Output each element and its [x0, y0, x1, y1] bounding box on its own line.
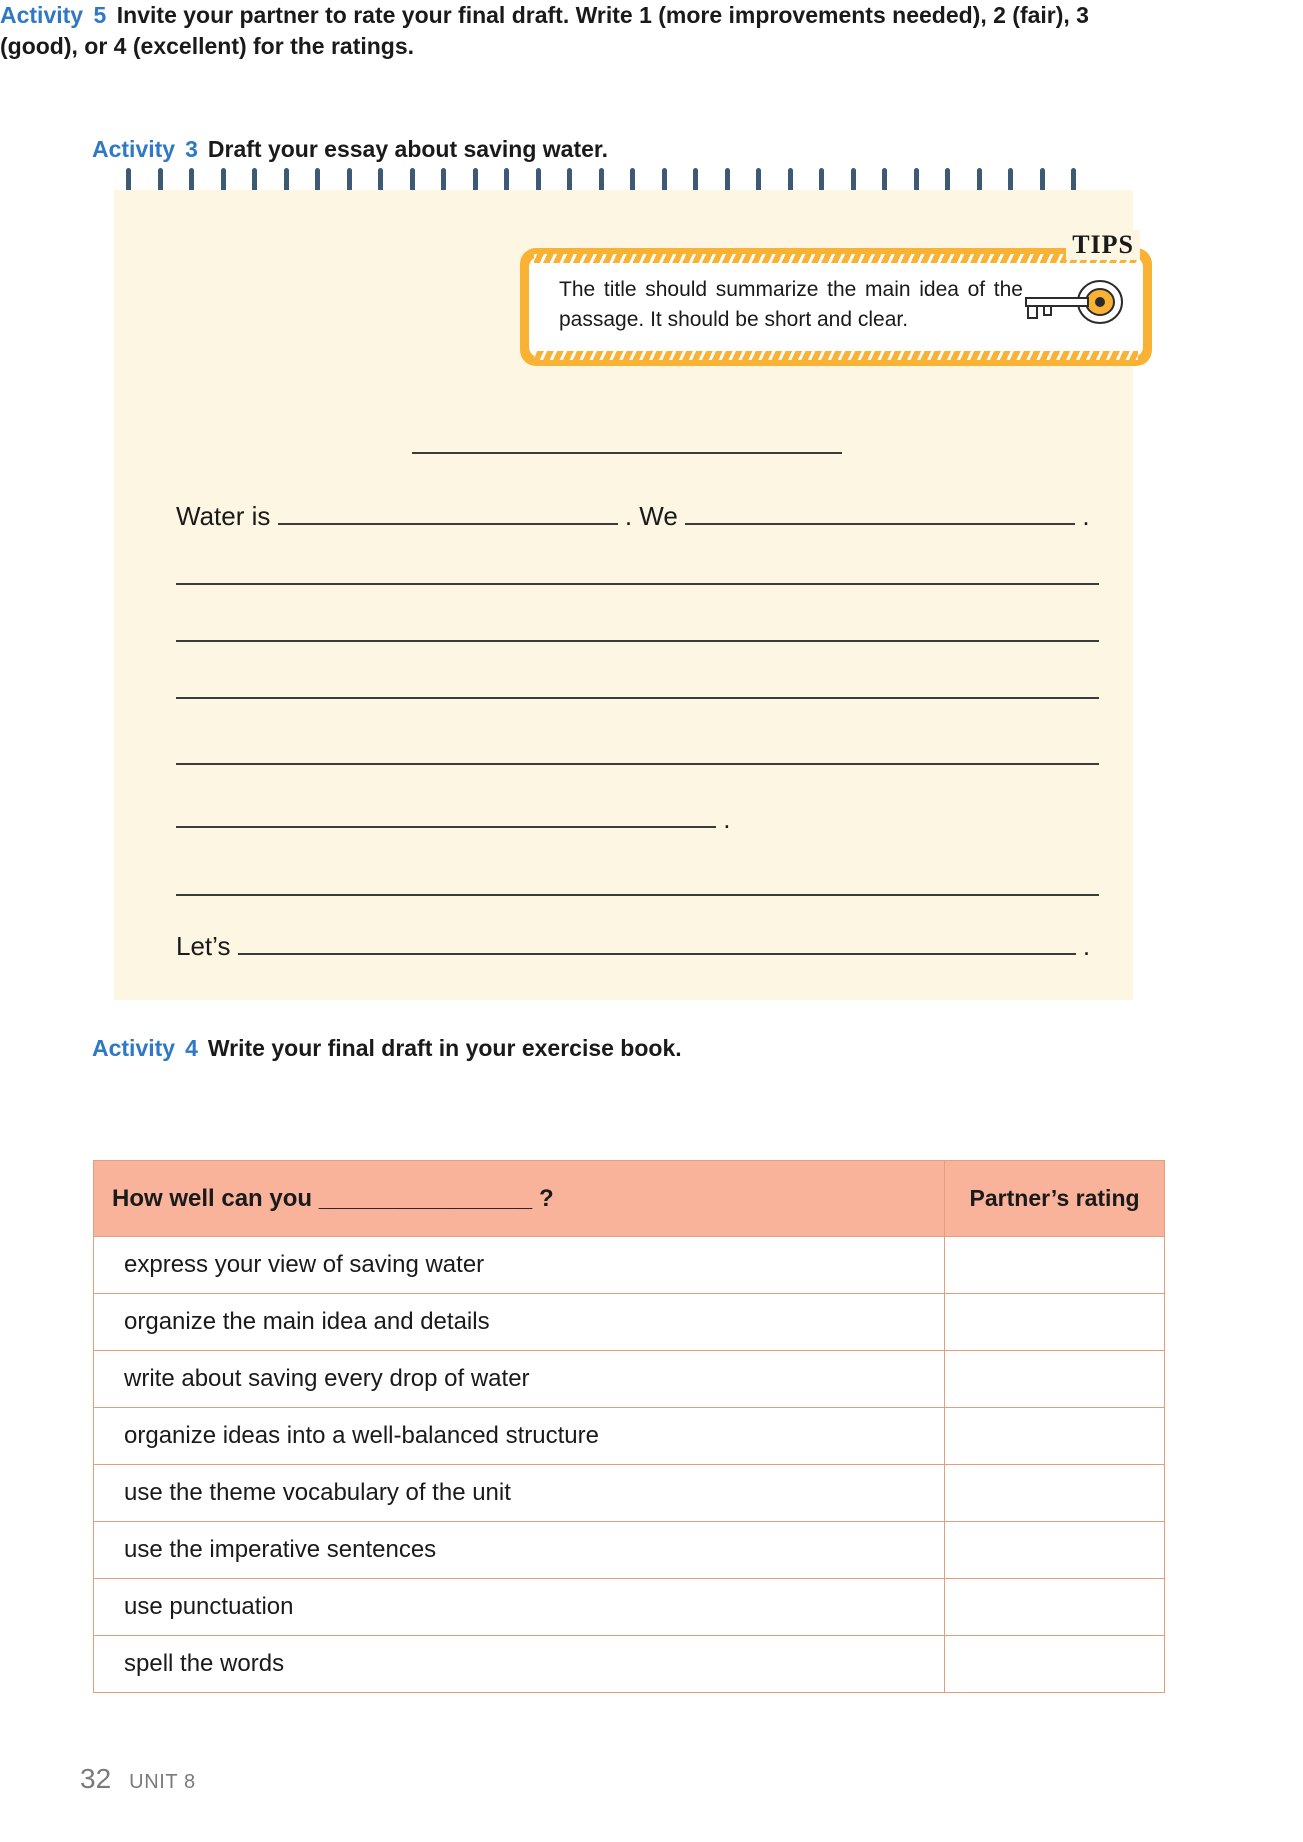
column-header-rating: Partner’s rating — [945, 1161, 1165, 1237]
page-number: 32 — [80, 1763, 112, 1794]
prompt-period: . — [723, 804, 731, 834]
table-row — [94, 1579, 1165, 1636]
rating-input-cell[interactable] — [945, 1351, 1165, 1408]
table-row — [94, 1636, 1165, 1693]
activity-3-number: 3 — [185, 136, 198, 162]
tips-hatch-top — [534, 254, 1138, 263]
blank-line[interactable] — [176, 697, 1099, 699]
rating-input-cell[interactable] — [945, 1522, 1165, 1579]
sentence-starter-water — [176, 497, 1090, 532]
activity-5-heading — [0, 0, 1140, 62]
sentence-end-period — [176, 800, 730, 835]
rating-input-cell[interactable] — [945, 1237, 1165, 1294]
criterion-label: write about saving every drop of water — [94, 1351, 945, 1408]
unit-label: UNIT 8 — [129, 1771, 196, 1793]
page-footer — [80, 1763, 196, 1795]
criterion-label: express your view of saving water — [94, 1237, 945, 1294]
column-header-question: How well can you ________________ ? — [94, 1161, 945, 1237]
tips-hatch-bottom — [534, 351, 1138, 360]
prompt-we: . We — [624, 501, 678, 531]
activity-4-text: Write your final draft in your exercise book. — [207, 1035, 682, 1061]
table-row — [94, 1465, 1165, 1522]
rating-input-cell[interactable] — [945, 1408, 1165, 1465]
table-row — [94, 1294, 1165, 1351]
activity-3-text: Draft your essay about saving water. — [207, 136, 608, 162]
tips-callout — [520, 230, 1152, 366]
blank-line[interactable] — [176, 894, 1099, 896]
table-header-row — [94, 1161, 1165, 1237]
rating-input-cell[interactable] — [945, 1636, 1165, 1693]
activity-5-tag: Activity — [0, 2, 84, 28]
prompt-water-is: Water is — [176, 501, 271, 531]
activity-5-number: 5 — [93, 2, 107, 28]
criterion-label: organize ideas into a well-balanced structure — [94, 1408, 945, 1465]
tips-text: The title should summarize the main idea of the passage. It should be short and clear. — [529, 257, 1143, 357]
blank-line[interactable] — [278, 497, 618, 525]
tips-label: TIPS — [1066, 230, 1140, 260]
table-row — [94, 1408, 1165, 1465]
blank-line[interactable] — [176, 583, 1099, 585]
sentence-starter-lets — [176, 927, 1090, 962]
blank-line[interactable] — [176, 800, 716, 828]
blank-line[interactable] — [176, 640, 1099, 642]
table-row — [94, 1351, 1165, 1408]
table-row — [94, 1237, 1165, 1294]
criterion-label: organize the main idea and details — [94, 1294, 945, 1351]
blank-line[interactable] — [685, 497, 1075, 525]
essay-title-blank[interactable] — [412, 452, 842, 454]
blank-line[interactable] — [176, 763, 1099, 765]
criterion-label: use the imperative sentences — [94, 1522, 945, 1579]
prompt-period: . — [1082, 501, 1090, 531]
criterion-label: use punctuation — [94, 1579, 945, 1636]
activity-3-heading — [92, 136, 608, 163]
activity-4-heading — [92, 1035, 682, 1062]
blank-line[interactable] — [238, 927, 1076, 955]
activity-4-number: 4 — [185, 1035, 198, 1061]
key-icon — [1016, 276, 1126, 328]
activity-5-text: Invite your partner to rate your final draft. Write 1 (more improvements needed), 2 (fair), 3 (good), or 4 (excellent) for the ratings. — [0, 2, 1089, 60]
criterion-label: spell the words — [94, 1636, 945, 1693]
prompt-lets: Let’s — [176, 931, 231, 961]
criterion-label: use the theme vocabulary of the unit — [94, 1465, 945, 1522]
rating-table — [93, 1160, 1165, 1693]
table-row — [94, 1522, 1165, 1579]
rating-input-cell[interactable] — [945, 1465, 1165, 1522]
activity-3-tag: Activity — [92, 136, 176, 162]
rating-input-cell[interactable] — [945, 1294, 1165, 1351]
rating-input-cell[interactable] — [945, 1579, 1165, 1636]
activity-4-tag: Activity — [92, 1035, 176, 1061]
prompt-period: . — [1082, 931, 1091, 961]
